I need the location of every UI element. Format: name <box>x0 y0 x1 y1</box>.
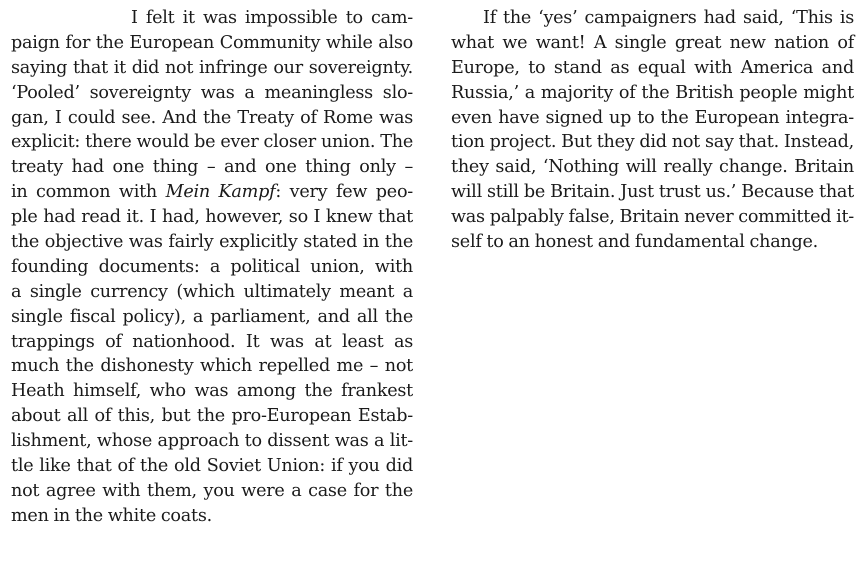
text-line: gan, I could see. And the Treaty of Rome was <box>11 107 413 128</box>
text-line: lishment, whose approach to dissent was a lit- <box>11 431 413 452</box>
text-line: what we want! A single great new nation of <box>451 32 854 53</box>
text-segment: : very few peo- <box>275 182 413 203</box>
text-line: explicit: there would be ever closer union. The <box>11 132 413 153</box>
text-line: Europe, to stand as equal with America and <box>451 57 854 78</box>
text-line: tle like that of the old Soviet Union: if you did <box>11 456 413 477</box>
text-line: even have signed up to the European integra- <box>451 107 854 128</box>
text-line: trappings of nationhood. It was at least as <box>11 331 413 352</box>
text-line: they said, ‘Nothing will really change. Britain <box>451 157 854 178</box>
text-line: I felt it was impossible to cam- <box>131 8 413 28</box>
text-line: Heath himself, who was among the frankest <box>11 381 413 402</box>
text-line: not agree with them, you were a case for the <box>11 480 413 501</box>
text-line: was palpably false, Britain never committed it- <box>451 207 854 228</box>
text-line: treaty had one thing – and one thing only – <box>11 157 413 178</box>
right-text-column <box>451 6 854 255</box>
text-line: tion project. But they did not say that. Instead, <box>451 132 854 153</box>
italic-book-title: Mein Kampf <box>165 182 276 203</box>
text-line: will still be Britain. Just trust us.’ Because that <box>451 182 854 203</box>
text-line: ‘Pooled’ sovereignty was a meaningless slo- <box>11 82 413 103</box>
text-line: saying that it did not infringe our sovereignty. <box>11 57 413 78</box>
text-line: a single currency (which ultimately meant a <box>11 281 413 302</box>
text-line: self to an honest and fundamental change. <box>451 232 819 253</box>
text-line: much the dishonesty which repelled me – not <box>11 356 413 377</box>
text-line: about all of this, but the pro-European Estab- <box>11 406 413 427</box>
text-line: Russia,’ a majority of the British people might <box>451 82 854 103</box>
text-line: paign for the European Community while also <box>11 32 413 53</box>
text-line: men in the white coats. <box>11 505 212 526</box>
text-line: ple had read it. I had, however, so I knew that <box>11 207 413 228</box>
text-segment: in common with <box>11 182 166 203</box>
text-line-with-italic <box>11 180 413 205</box>
text-line: If the ‘yes’ campaigners had said, ‘This is <box>483 8 854 28</box>
text-line: the objective was fairly explicitly stated in the <box>11 232 413 253</box>
left-text-column <box>11 6 413 529</box>
text-line: founding documents: a political union, with <box>11 256 413 277</box>
text-line: single fiscal policy), a parliament, and all the <box>11 306 413 327</box>
